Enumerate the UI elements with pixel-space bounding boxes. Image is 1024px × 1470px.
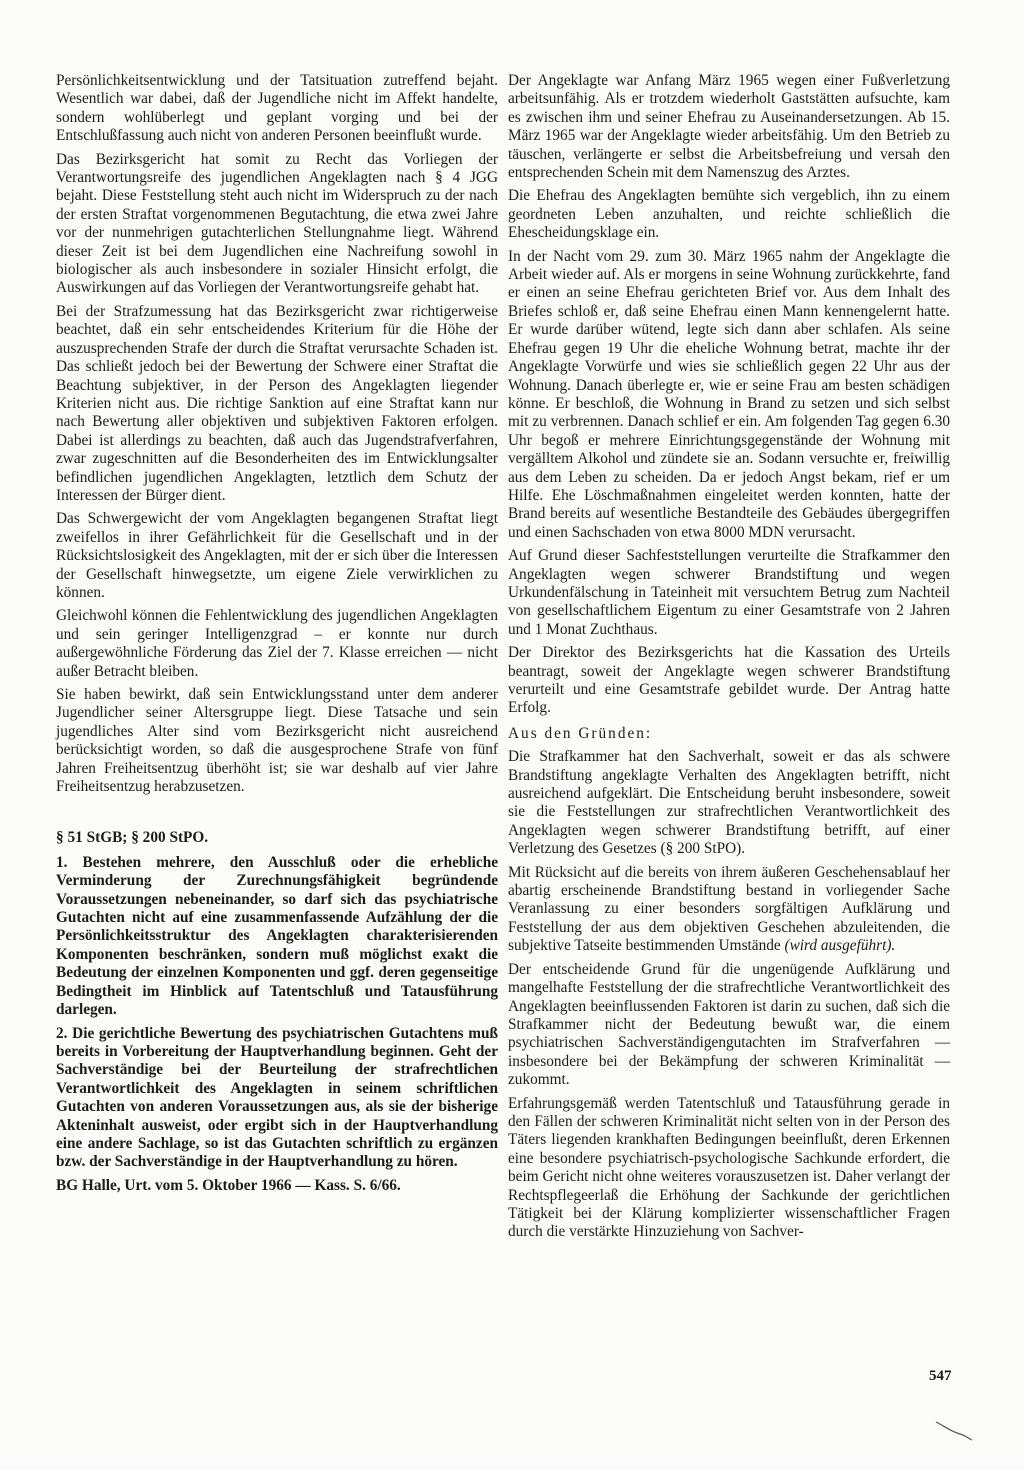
left-column <box>56 72 498 1200</box>
left-paragraph-2: Das Bezirksgericht hat somit zu Recht das Vorliegen der Verantwortungsreife des jugendlichen Angeklagten nach § 4 JGG bejaht. Diese Feststellung steht auch nicht im Widerspruch zu der nach der ersten Straftat vorgenommenen Begutachtung, die etwa zwei Jahre vor der nunmehrigen gutachterlichen Stellungnahme liegt. Während dieser Zeit ist bei dem Jugendlichen eine Nachreifung sowohl in biologischer als auch insbesondere in sozialer Hinsicht erfolgt, die Auswirkungen auf das Vorliegen der Verantwortungsreife gehabt hat. <box>56 150 498 297</box>
right-paragraph-5: Der Direktor des Bezirksgerichts hat die Kassation des Urteils beantragt, soweit der Angeklagte wegen schwerer Brandstiftung verurteilt und eine Gesamtstrafe gebildet wurde. Der Antrag hatte Erfolg. <box>508 644 950 717</box>
headnote-1: 1. Bestehen mehrere, den Ausschluß oder die erhebliche Verminderung der Zurechnungsfähigkeit begründende Voraussetzungen nebeneinander, so darf sich das psychiatrische Gutachten nicht auf eine zusammenfassende Aufzählung der die Persönlichkeitsstruktur des Angeklagten charakterisierenden Komponenten beschränken, sondern muß möglichst exakt die Bedeutung der einzelnen Komponenten und ggf. deren gegenseitige Bedingtheit im Hinblick auf Tatentschluß und Tatausführung darlegen. <box>56 853 498 1019</box>
left-paragraph-1: Persönlichkeitsentwicklung und der Tatsituation zutreffend bejaht. Wesentlich war dabei, daß der Jugendliche nicht im Affekt handelte, sondern wohlüberlegt und geplant vorging und bei der Entschlußfassung auch nicht von anderen Personen beeinflußt wurde. <box>56 72 498 145</box>
left-paragraph-3: Bei der Strafzumessung hat das Bezirksgericht zwar richtigerweise beachtet, daß ein sehr entscheidendes Kriterium für die Höhe der auszusprechenden Strafe der durch die Straftat verursachte Schaden ist. Das schließt jedoch bei der Bewertung der Schwere einer Straftat die Beachtung subjektiver, in der Person des Angeklagten liegender Kriterien nicht aus. Die richtige Sanktion auf eine Straftat kann nur nach Bewertung aller objektiven und subjektiven Faktoren erfolgen. Dabei ist allerdings zu beachten, daß auch das Jugendstrafverfahren, zwar zugeschnitten auf die Besonderheiten des im Entwicklungsalter befindlichen jugendlichen Angeklagten, letztlich dem Schutz der Interessen der Bürger dient. <box>56 302 498 504</box>
right-paragraph-7-text: Mit Rücksicht auf die bereits von ihrem äußeren Geschehensablauf her abartig erscheinende Brandstiftung bestand in vorliegender Sache Veranlassung zu einer besonders sorgfältigen Aufklärung und Feststellung der aus dem objektiven Geschehen abzuleitenden, die subjektive Tatseite bestimmenden Umstände <box>508 863 950 955</box>
headnote-2: 2. Die gerichtliche Bewertung des psychiatrischen Gutachtens muß bereits in Vorbereitung der Hauptverhandlung beginnen. Geht der Sachverständige bei der Beurteilung der strafrechtlichen Verantwortlichkeit des Angeklagten in seinem schriftlichen Gutachten von anderen Voraussetzungen aus, als sie der bisherige Akteninhalt ausweist, oder ergibt sich in der Hauptverhandlung eine andere Sachlage, so ist das Gutachten schriftlich zu ergänzen bzw. der Sachverständige in der Hauptverhandlung zu hören. <box>56 1024 498 1171</box>
right-paragraph-4: Auf Grund dieser Sachfeststellungen verurteilte die Strafkammer den Angeklagten wegen schwerer Brandstiftung und wegen Urkundenfälschung in Tateinheit mit versuchtem Betrug zum Nachteil von gesellschaftlichem Eigentum zu einer Gesamtstrafe von 2 Jahren und 1 Monat Zuchthaus. <box>508 547 950 638</box>
reasons-heading: Aus den Gründen: <box>508 724 653 742</box>
right-paragraph-9: Erfahrungsgemäß werden Tatentschluß und Tatausführung gerade in den Fällen der schweren Kriminalität nicht selten von in der Person des Täters liegenden krankhaften Bedingungen beeinflußt, deren Erkennen eine besondere psychiatrisch-psychologische Sachkunde erfordert, die beim Gericht nicht ohne weiteres vorauszusetzen ist. Daher verlangt der Rechtspflegeerlaß die Erhöhung der Sachkunde der gerichtlichen Tätigkeit bei der Klärung komplizierter wissenschaftlicher Fragen durch die verstärkte Hinzuziehung von Sachver- <box>508 1094 950 1241</box>
left-paragraph-6: Sie haben bewirkt, daß sein Entwicklungsstand unter dem anderer Jugendlicher seiner Altersgruppe liegt. Diese Tatsache und sein jugendliches Alter sind vom Bezirksgericht nicht ausreichend berücksichtigt worden, so daß die ausgesprochene Strafe von fünf Jahren Freiheitsentzug überhöht ist; sie war deshalb auf vier Jahre Freiheitsentzug herabzusetzen. <box>56 686 498 796</box>
scan-mark-icon <box>934 1418 974 1442</box>
right-paragraph-6: Die Strafkammer hat den Sachverhalt, soweit er das als schwere Brandstiftung angeklagte Verhalten des Angeklagten betrifft, nicht ausreichend aufgeklärt. Die Entscheidung beruht insbesondere, soweit sie die Feststellungen zur strafrechtlichen Verantwortlichkeit des Angeklagten wegen schwerer Brandstiftung betrifft, auf einer Verletzung des Gesetzes (§ 200 StPO). <box>508 748 950 858</box>
right-paragraph-8: Der entscheidende Grund für die ungenügende Aufklärung und mangelhafte Feststellung der die strafrechtliche Verantwortlichkeit des Angeklagten beeinflussenden Faktoren ist darin zu suchen, daß sich die Strafkammer nicht der Bedeutung bewußt war, die einem psychiatrischen Sachverständigengutachten im Strafverfahren — insbesondere bei der Bekämpfung der schweren Kriminalität — zukommt. <box>508 960 950 1089</box>
left-paragraph-5: Gleichwohl können die Fehlentwicklung des jugendlichen Angeklagten und sein geringer Intelligenzgrad – er konnte nur durch außergewöhnliche Förderung das Ziel der 7. Klasse erreichen — nicht außer Betracht bleiben. <box>56 607 498 680</box>
right-paragraph-1: Der Angeklagte war Anfang März 1965 wegen einer Fußverletzung arbeitsunfähig. Als er trotzdem wiederholt Gaststätten aufsuchte, kam es zwischen ihm und seiner Ehefrau zu Auseinandersetzungen. Ab 15. März 1965 war der Angeklagte wieder arbeitsfähig. Um den Betrieb zu täuschen, verlängerte er selbst die Arbeitsbefreiung und versah den entsprechenden Schein mit dem Namenszug des Arztes. <box>508 72 950 182</box>
right-column <box>508 72 950 1247</box>
law-heading: § 51 StGB; § 200 StPO. <box>56 829 209 847</box>
left-paragraph-4: Das Schwergewicht der vom Angeklagten begangenen Straftat liegt zweifellos in ihrer Gefährlichkeit für die Gesellschaft und in der Rücksichtslosigkeit des Angeklagten, mit der er sich über die Interessen der Gesellschaft hinwegsetzte, um eigene Ziele verwirklichen zu können. <box>56 510 498 601</box>
right-paragraph-2: Die Ehefrau des Angeklagten bemühte sich vergeblich, ihn zu einem geordneten Leben anzuhalten, und reichte schließlich die Ehescheidungsklage ein. <box>508 187 950 242</box>
right-paragraph-7-italic: (wird ausgeführt). <box>784 937 896 955</box>
page-number: 547 <box>929 1368 952 1384</box>
right-paragraph-3: In der Nacht vom 29. zum 30. März 1965 nahm der Angeklagte die Arbeit wieder auf. Als er morgens in seine Wohnung zurückkehrte, fand er einen an seine Ehefrau gerichteten Brief vor. Aus dem Inhalt des Briefes schloß er, daß seine Ehefrau einen Mann kennengelernt hatte. Er wurde darüber wütend, legte sich dann aber schlafen. Als seine Ehefrau gegen 19 Uhr die eheliche Wohnung betrat, machte ihr der Angeklagte Vorwürfe und wies sie schließlich gegen 22 Uhr aus der Wohnung. Danach überlegte er, wie er seine Frau am besten schädigen könne. Er beschloß, die Wohnung in Brand zu setzen und sich selbst mit zu verbrennen. Danach schlief er ein. Am folgenden Tag gegen 6.30 Uhr begoß er mehrere Einrichtungsgegenstände der Wohnung mit vergälltem Alkohol und zündete sie an. Sodann versuchte er, freiwillig aus dem Leben zu scheiden. Da er jedoch Angst bekam, rief er um Hilfe. Ehe Löschmaßnahmen eingeleitet werden konnten, hatte der Brand bereits auf wesentliche Bestandteile des Gebäudes übergegriffen und einen Sachschaden von etwa 8000 MDN verursacht. <box>508 247 950 541</box>
right-paragraph-7 <box>508 864 950 956</box>
section-spacer <box>56 801 498 829</box>
court-citation: BG Halle, Urt. vom 5. Oktober 1966 — Kass. S. 6/66. <box>56 1176 401 1194</box>
